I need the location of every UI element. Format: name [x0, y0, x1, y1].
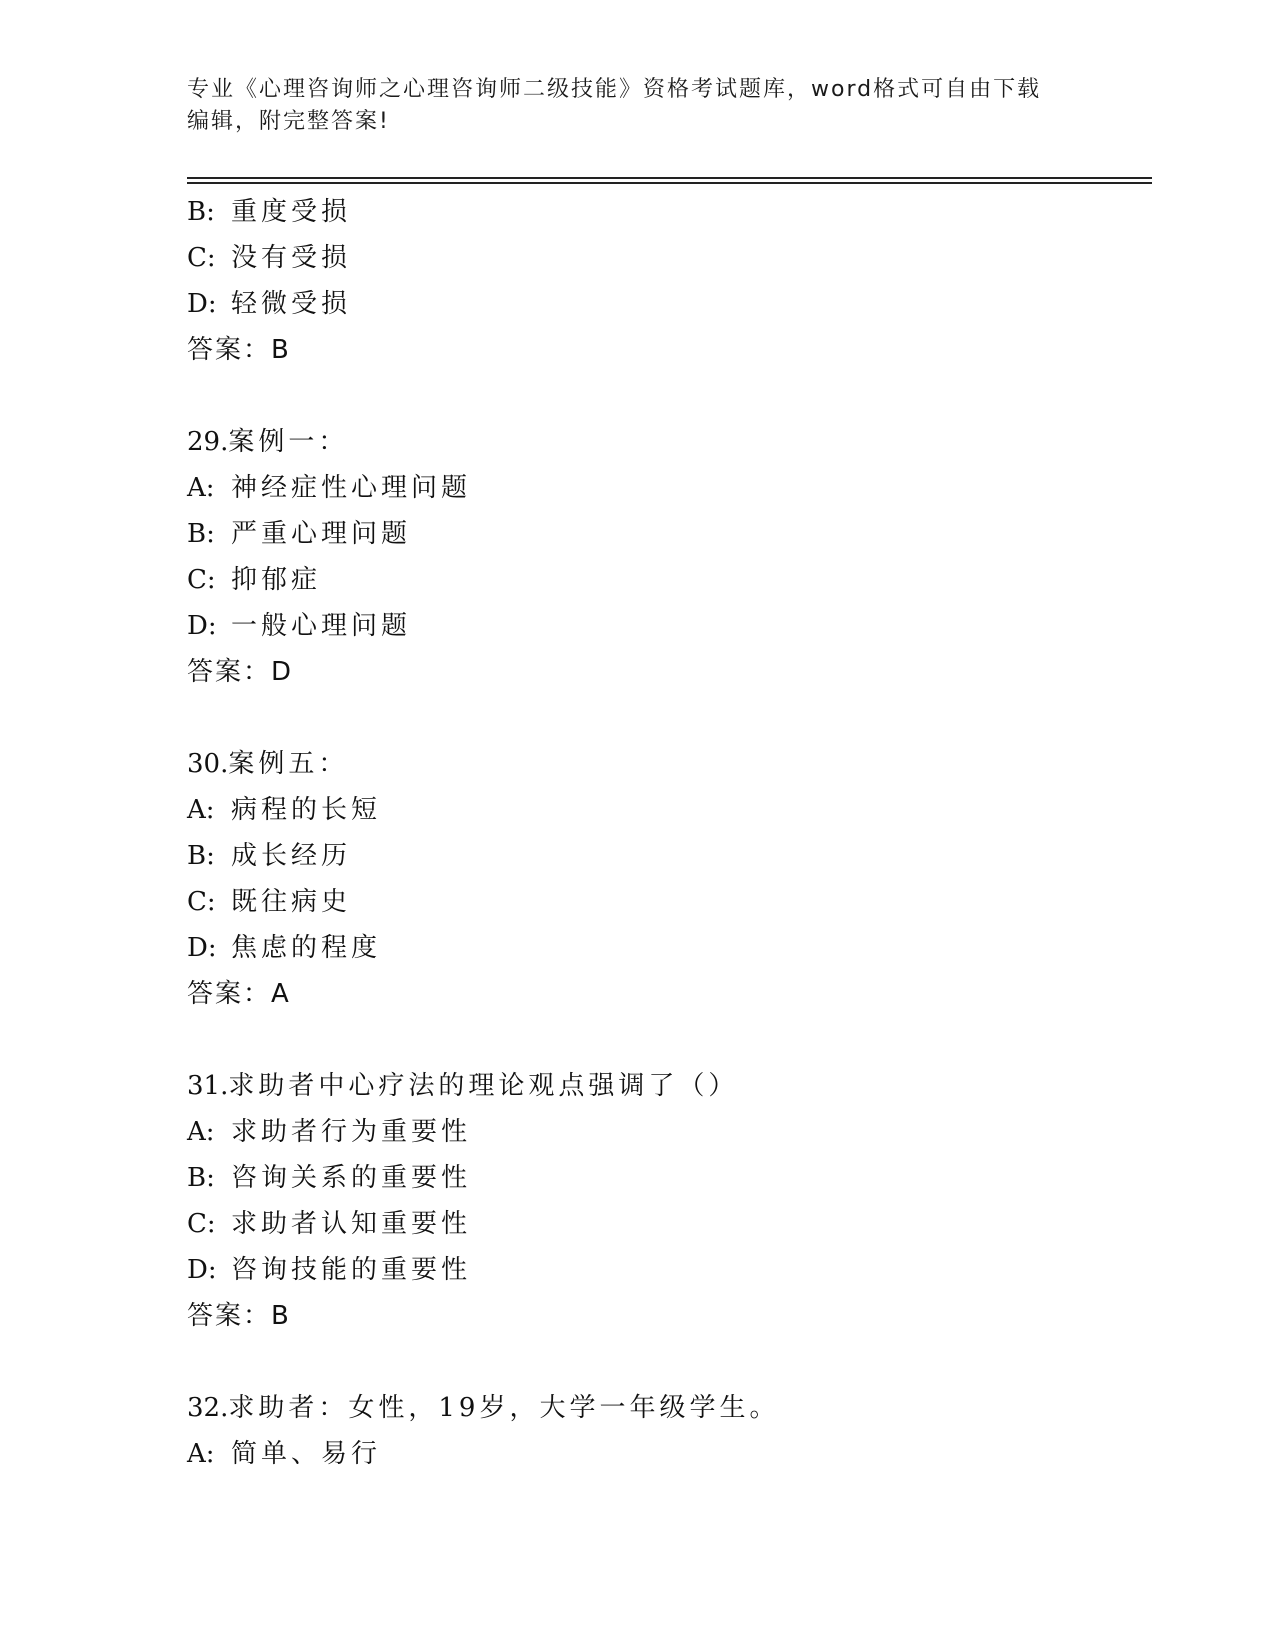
- header-divider-bottom: [187, 182, 1152, 184]
- spacer: [187, 695, 1152, 741]
- question-block-31: [187, 1063, 1152, 1339]
- question-list: [187, 189, 1152, 1477]
- option-text: 没有受损: [231, 243, 352, 273]
- option-text: 神经症性心理问题: [231, 473, 472, 503]
- question-block-29: [187, 419, 1152, 695]
- option-text: 咨询技能的重要性: [231, 1255, 472, 1285]
- option-text: 一般心理问题: [231, 611, 412, 641]
- option-letter: D:: [187, 933, 217, 963]
- option-line: [187, 511, 1152, 557]
- option-letter: D:: [187, 611, 217, 641]
- question-text: 求助者中心疗法的理论观点强调了（）: [228, 1071, 739, 1101]
- option-line: [187, 465, 1152, 511]
- header-divider-top: [187, 177, 1152, 179]
- spacer: [187, 373, 1152, 419]
- option-text: 既往病史: [231, 887, 352, 917]
- option-text: 严重心理问题: [231, 519, 412, 549]
- option-text: 抑郁症: [231, 565, 322, 595]
- option-text: 咨询关系的重要性: [231, 1163, 472, 1193]
- question-number: 32.: [187, 1393, 229, 1423]
- option-line: [187, 1431, 1152, 1477]
- question-number: 31.: [187, 1071, 229, 1101]
- option-line: [187, 833, 1152, 879]
- question-title: [187, 741, 1152, 787]
- option-letter: C:: [187, 1209, 216, 1239]
- option-letter: D:: [187, 1255, 217, 1285]
- option-letter: B:: [187, 197, 215, 227]
- spacer: [187, 1017, 1152, 1063]
- option-letter: A:: [187, 473, 215, 503]
- option-letter: C:: [187, 565, 216, 595]
- option-line: [187, 603, 1152, 649]
- answer-line: 答案：B: [187, 335, 291, 365]
- question-text: 案例一：: [228, 427, 349, 457]
- question-text: 求助者：女性，19岁，大学一年级学生。: [228, 1393, 780, 1423]
- answer-line: 答案：B: [187, 1301, 291, 1331]
- option-letter: A:: [187, 1117, 215, 1147]
- option-line: [187, 1247, 1152, 1293]
- option-letter: D:: [187, 289, 217, 319]
- option-text: 求助者行为重要性: [231, 1117, 472, 1147]
- option-text: 病程的长短: [231, 795, 382, 825]
- option-letter: B:: [187, 519, 215, 549]
- header-line-2: 编辑，附完整答案!: [187, 109, 390, 134]
- question-number: 30.: [187, 749, 229, 779]
- header-line-1: 专业《心理咨询师之心理咨询师二级技能》资格考试题库，word格式可自由下载: [187, 77, 1042, 102]
- option-letter: A:: [187, 1439, 215, 1469]
- question-title: [187, 419, 1152, 465]
- option-letter: B:: [187, 1163, 215, 1193]
- option-line: [187, 281, 1152, 327]
- option-text: 求助者认知重要性: [231, 1209, 472, 1239]
- spacer: [187, 1339, 1152, 1385]
- option-text: 简单、易行: [231, 1439, 382, 1469]
- question-number: 29.: [187, 427, 229, 457]
- option-line: [187, 1201, 1152, 1247]
- option-line: [187, 189, 1152, 235]
- option-text: 重度受损: [231, 197, 352, 227]
- option-line: [187, 925, 1152, 971]
- option-line: [187, 787, 1152, 833]
- option-text: 成长经历: [231, 841, 352, 871]
- question-block-32: [187, 1385, 1152, 1477]
- option-letter: B:: [187, 841, 215, 871]
- question-title: [187, 1063, 1152, 1109]
- answer-line: 答案：A: [187, 979, 291, 1009]
- option-line: [187, 235, 1152, 281]
- option-text: 轻微受损: [231, 289, 352, 319]
- option-letter: C:: [187, 887, 216, 917]
- question-block-prev: [187, 189, 1152, 373]
- question-title: [187, 1385, 1152, 1431]
- option-line: [187, 879, 1152, 925]
- option-letter: A:: [187, 795, 215, 825]
- option-text: 焦虑的程度: [231, 933, 382, 963]
- question-block-30: [187, 741, 1152, 1017]
- option-line: [187, 557, 1152, 603]
- question-text: 案例五：: [228, 749, 349, 779]
- option-letter: C:: [187, 243, 216, 273]
- option-line: [187, 1109, 1152, 1155]
- document-header: [187, 74, 1107, 138]
- option-line: [187, 1155, 1152, 1201]
- answer-line: 答案：D: [187, 657, 294, 687]
